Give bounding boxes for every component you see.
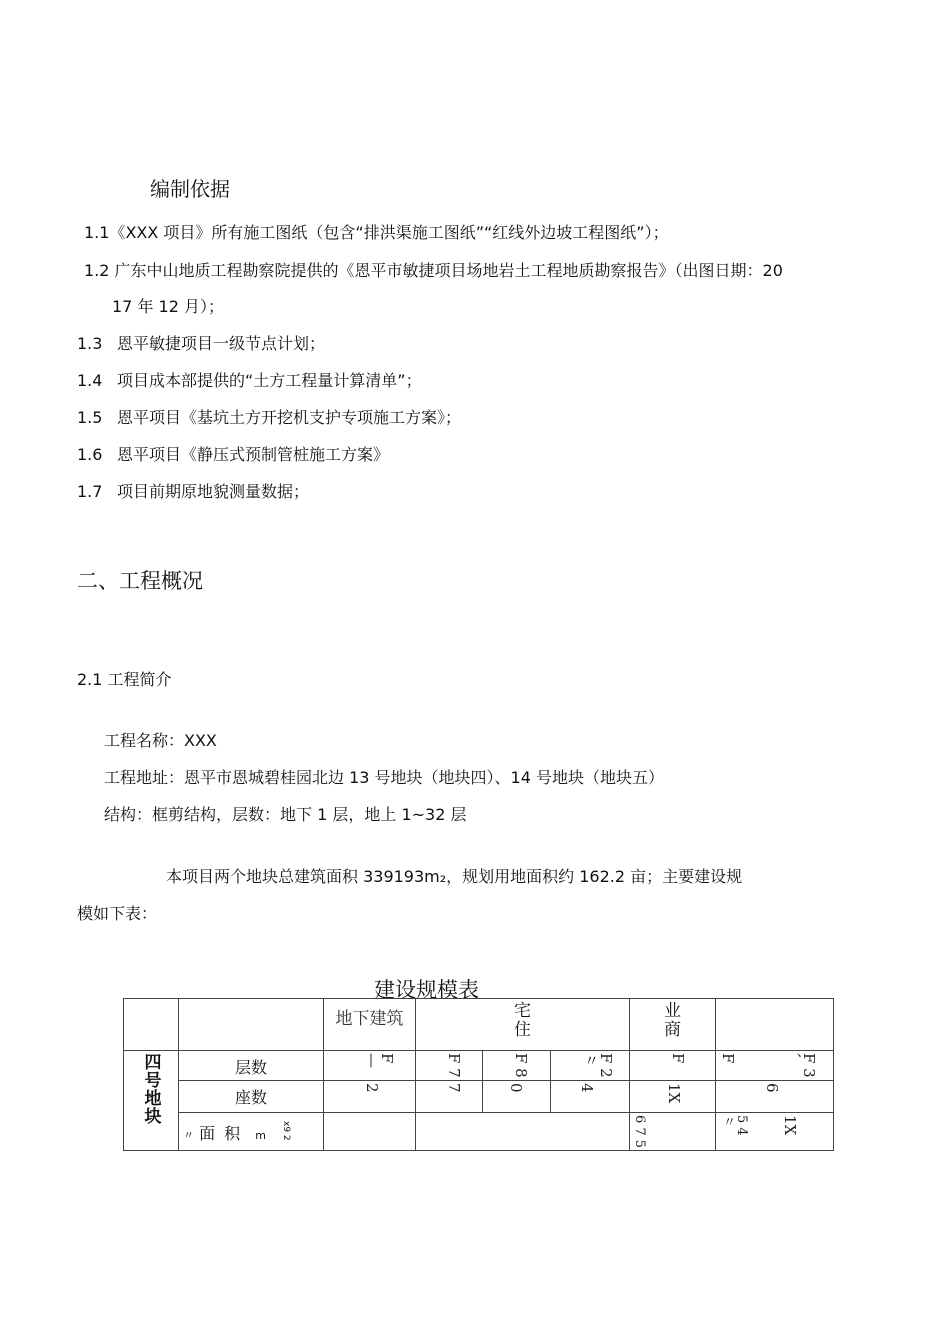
row-header-area-note: x9 2 <box>281 1121 292 1141</box>
floors-extra <box>716 1051 834 1081</box>
floors-commercial-value: F <box>669 1053 687 1064</box>
block-label-cell <box>124 1051 179 1151</box>
basis-item-5 <box>77 405 461 428</box>
table-header-blank <box>124 999 179 1051</box>
basis-item-text: 恩平项目《基坑土方开挖机支护专项施工方案》； <box>117 408 462 427</box>
row-header-area-prefix: 〃 <box>183 1129 194 1142</box>
floors-underground-value: F — <box>363 1053 396 1068</box>
project-structure-line: 结构：框剪结构，层数：地下 1 层，地上 1~32 层 <box>104 805 467 824</box>
basis-item-2-continued: 17 年 12 月）； <box>112 297 224 316</box>
construction-scale-table <box>123 998 834 1151</box>
col-header-commercial-label-2: 商 <box>664 1020 681 1040</box>
col-header-commercial-label-1: 业 <box>664 1001 681 1021</box>
row-header-area-label <box>179 1113 323 1144</box>
basis-item-number: 1.6 <box>77 445 103 464</box>
floors-res-c <box>551 1051 630 1081</box>
area-commercial-value: 6 7 5 <box>632 1115 647 1149</box>
col-header-underground <box>324 999 416 1051</box>
basis-item-text: 恩平项目《静压式预制管桩施工方案》 <box>117 445 390 464</box>
area-commercial <box>630 1113 716 1151</box>
basis-item-number: 1.2 <box>84 261 110 280</box>
row-header-floors-label: 层数 <box>234 1058 267 1077</box>
count-extra <box>716 1081 834 1113</box>
area-extra-right-value: 1X <box>781 1115 799 1136</box>
count-extra-value: 6 <box>763 1083 781 1093</box>
basis-item-number: 1.7 <box>77 482 103 501</box>
col-header-residential-label-1: 宅 <box>514 1001 531 1021</box>
basis-item-text: 项目前期原地貌测量数据； <box>117 482 310 501</box>
row-header-area-unit: m <box>255 1129 266 1142</box>
subsection-heading-intro: 2.1 工程简介 <box>77 670 172 689</box>
basis-item-4 <box>77 368 422 391</box>
count-underground <box>324 1081 416 1113</box>
section-heading-overview: 二、工程概况 <box>77 569 203 593</box>
basis-item-2 <box>84 258 783 281</box>
floors-res-c-value: F 2 〃 <box>582 1053 615 1078</box>
area-extra <box>716 1113 834 1151</box>
count-commercial-value: 1X <box>665 1083 683 1104</box>
table-title: 建设规模表 <box>374 978 479 1002</box>
section-heading-basis: 编制依据 <box>150 177 230 201</box>
project-address-line: 工程地址：恩平市恩城碧桂园北边 13 号地块（地块四）、14 号地块（地块五） <box>104 768 664 787</box>
floors-extra-right-value: F 3 、 <box>785 1053 818 1078</box>
basis-item-text: 《XXX 项目》所有施工图纸（包含“排洪渠施工图纸”“红线外边坡工程图纸”）； <box>109 223 669 242</box>
basis-item-text: 恩平敏捷项目一级节点计划； <box>117 334 326 353</box>
count-res-c <box>551 1081 630 1113</box>
row-header-area-text: 面 积 <box>199 1124 243 1143</box>
col-header-extra <box>716 999 834 1051</box>
col-header-residential <box>416 999 630 1051</box>
floors-extra-left-value: F <box>719 1053 737 1064</box>
basis-item-6 <box>77 442 389 465</box>
row-header-floors <box>179 1051 324 1081</box>
row-header-count-label: 座数 <box>234 1088 267 1107</box>
count-res-b <box>483 1081 551 1113</box>
floors-res-b-value: F 8 <box>512 1053 530 1078</box>
basis-item-7 <box>77 479 309 502</box>
area-extra-left-value: 5 4 〃 <box>720 1115 749 1136</box>
scale-paragraph-line-2: 模如下表： <box>77 904 158 923</box>
scale-paragraph-line-1: 本项目两个地块总建筑面积 339193m₂，规划用地面积约 162.2 亩；主要建设规 <box>166 867 743 886</box>
count-res-c-value: 4 <box>578 1083 596 1093</box>
basis-item-text: 广东中山地质工程勘察院提供的《恩平市敏捷项目场地岩土工程地质勘察报告》（出图日期：20 <box>114 261 783 280</box>
basis-item-number: 1.4 <box>77 371 103 390</box>
basis-item-text: 项目成本部提供的“土方工程量计算清单”； <box>117 371 422 390</box>
count-underground-value: 2 <box>363 1083 381 1093</box>
row-header-count <box>179 1081 324 1113</box>
area-underground <box>324 1113 416 1151</box>
basis-item-number: 1.3 <box>77 334 103 353</box>
floors-res-b <box>483 1051 551 1081</box>
floors-commercial <box>630 1051 716 1081</box>
col-header-commercial <box>630 999 716 1051</box>
project-name-line: 工程名称：XXX <box>104 731 217 750</box>
col-header-residential-label-2: 住 <box>514 1020 531 1040</box>
floors-res-a <box>416 1051 483 1081</box>
basis-item-1 <box>84 220 669 243</box>
floors-res-a-value: F 7 <box>445 1053 463 1078</box>
col-header-underground-label: 地下建筑 <box>335 1009 404 1029</box>
basis-item-number: 1.1 <box>84 223 110 242</box>
count-res-a <box>416 1081 483 1113</box>
row-header-area <box>179 1113 324 1151</box>
block-label: 四号地块 <box>140 1053 161 1125</box>
basis-item-number: 1.5 <box>77 408 103 427</box>
count-res-a-value: 7 <box>445 1083 463 1093</box>
count-commercial <box>630 1081 716 1113</box>
basis-item-3 <box>77 331 325 354</box>
area-residential <box>416 1113 630 1151</box>
floors-underground <box>324 1051 416 1081</box>
count-res-b-value: 0 <box>507 1083 525 1093</box>
table-header-blank <box>179 999 324 1051</box>
